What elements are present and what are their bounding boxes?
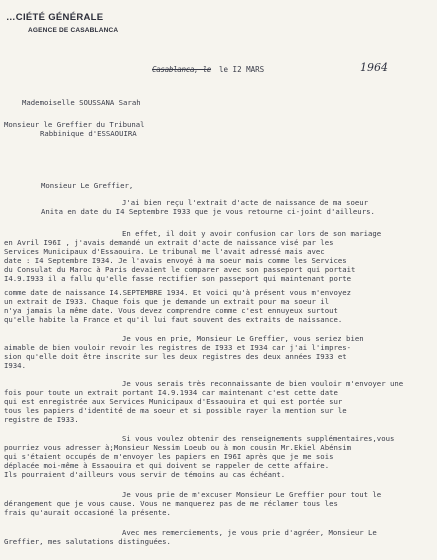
para-4-line-3: qui est enregistrée aux Services Municipaux d'Essaouira et qui est portée sur <box>4 397 343 406</box>
recipient-2-line-1: Monsieur le Greffier du Tribunal <box>4 120 145 129</box>
para-1-line-2: Anita en date du I4 Septembre I933 que je vous retourne ci-joint d'ailleurs. <box>41 207 375 216</box>
para-3-line-3: sion qu'elle doit être inscrite sur les deux registres des deux années I933 et <box>4 352 347 361</box>
para-4-line-1: Je vous serais très reconnaissante de bien vouloir m'envoyer une <box>122 379 404 388</box>
para-5-line-2: pourriez vous adresser à;Monsieur Nessim Loeub ou à mon cousin Mr.Ekiel Abénsim <box>4 443 352 452</box>
para-2-line-5: du Consulat du Maroc à Paris devaient le comparer avec son passeport qui portait <box>4 265 356 274</box>
para-2-line-7: comme date de naissance I4.SEPTEMBRE 1934. Et voici qu'à présent vous m'envoyez <box>4 288 352 297</box>
para-7-line-2: Greffier, mes salutations distinguées. <box>4 537 171 546</box>
letter-year: 1964 <box>360 61 388 74</box>
struck-place: Casablanca, le <box>152 65 212 74</box>
para-3-line-1: Je vous en prie, Monsieur Le Greffier, vous seriez bien <box>122 334 364 343</box>
para-2-line-4: date : I4 Septembre I934. Je l'avais envoyé à ma soeur mais comme les Services <box>4 256 347 265</box>
para-2-line-9: n'ya jamais la même date. Vous devez comprendre comme c'est ennuyeux surtout <box>4 306 338 315</box>
salutation: Monsieur Le Greffier, <box>41 181 134 190</box>
para-2-line-8: un extrait de I933. Chaque fois que je demande un extrait pour ma soeur il <box>4 297 330 306</box>
para-2-line-3: Services Municipaux d'Essaouira. Le tribunal me l'avait adressé mais avec <box>4 247 325 256</box>
letterhead-agency: AGENCE DE CASABLANCA <box>28 27 119 34</box>
recipient-2-line-2: Rabbinique d'ESSAOUIRA <box>40 129 137 138</box>
para-6-line-3: frais qu'aurait occasioné la présente. <box>4 508 171 517</box>
para-6-line-1: Je vous prie de m'excuser Monsieur Le Greffier pour tout le <box>122 490 382 499</box>
para-3-line-4: I934. <box>4 361 26 370</box>
para-7-line-1: Avec mes remerciements, je vous prie d'agréer, Monsieur Le <box>122 528 377 537</box>
para-5-line-4: déplacée moi-même à Essaouira et qui doivent se rappeler de cette affaire. <box>4 461 330 470</box>
para-2-line-1: En effet, il doit y avoir confusion car lors de son mariage <box>122 229 382 238</box>
para-2-line-10: qu'elle habite la France et qu'il lui faut souvent des extraits de naissance. <box>4 315 343 324</box>
letterhead-company: …CIÉTÉ GÉNÉRALE <box>6 12 104 23</box>
para-4-line-2: fois pour toute un extrait portant I4.9.1934 car maintenant c'est cette date <box>4 388 338 397</box>
para-5-line-1: Si vous voulez obtenir des renseignements supplémentaires,vous <box>122 434 395 443</box>
para-5-line-5: Ils pourraient d'ailleurs vous servir de témoins au cas échéant. <box>4 470 286 479</box>
para-2-line-2: en Avril I96I , j'avais demandé un extrait d'acte de naissance visé par les <box>4 238 334 247</box>
recipient-1: Mademoiselle SOUSSANA Sarah <box>22 98 141 107</box>
para-4-line-4: tous les papiers d'identité de ma soeur et si possible rayer la mention sur le <box>4 406 347 415</box>
para-3-line-2: aimable de bien vouloir revoir les registres de I933 et I934 car j'ai l'impres- <box>4 343 352 352</box>
para-2-line-6: I4.9.I933 il a fallu qu'elle fasse rectifier son passeport qui maintenant porte <box>4 274 352 283</box>
para-1-line-1: J'ai bien reçu l'extrait d'acte de naissance de ma soeur <box>122 198 369 207</box>
letter-date: le I2 MARS <box>219 65 265 74</box>
para-6-line-2: dérangement que je vous cause. Vous ne manquerez pas de me réclamer tous les <box>4 499 338 508</box>
place-date <box>152 65 264 74</box>
para-4-line-5: registre de I933. <box>4 415 79 424</box>
para-5-line-3: qui s'étaient occupés de m'envoyer les papiers en I96I après que je me sois <box>4 452 334 461</box>
